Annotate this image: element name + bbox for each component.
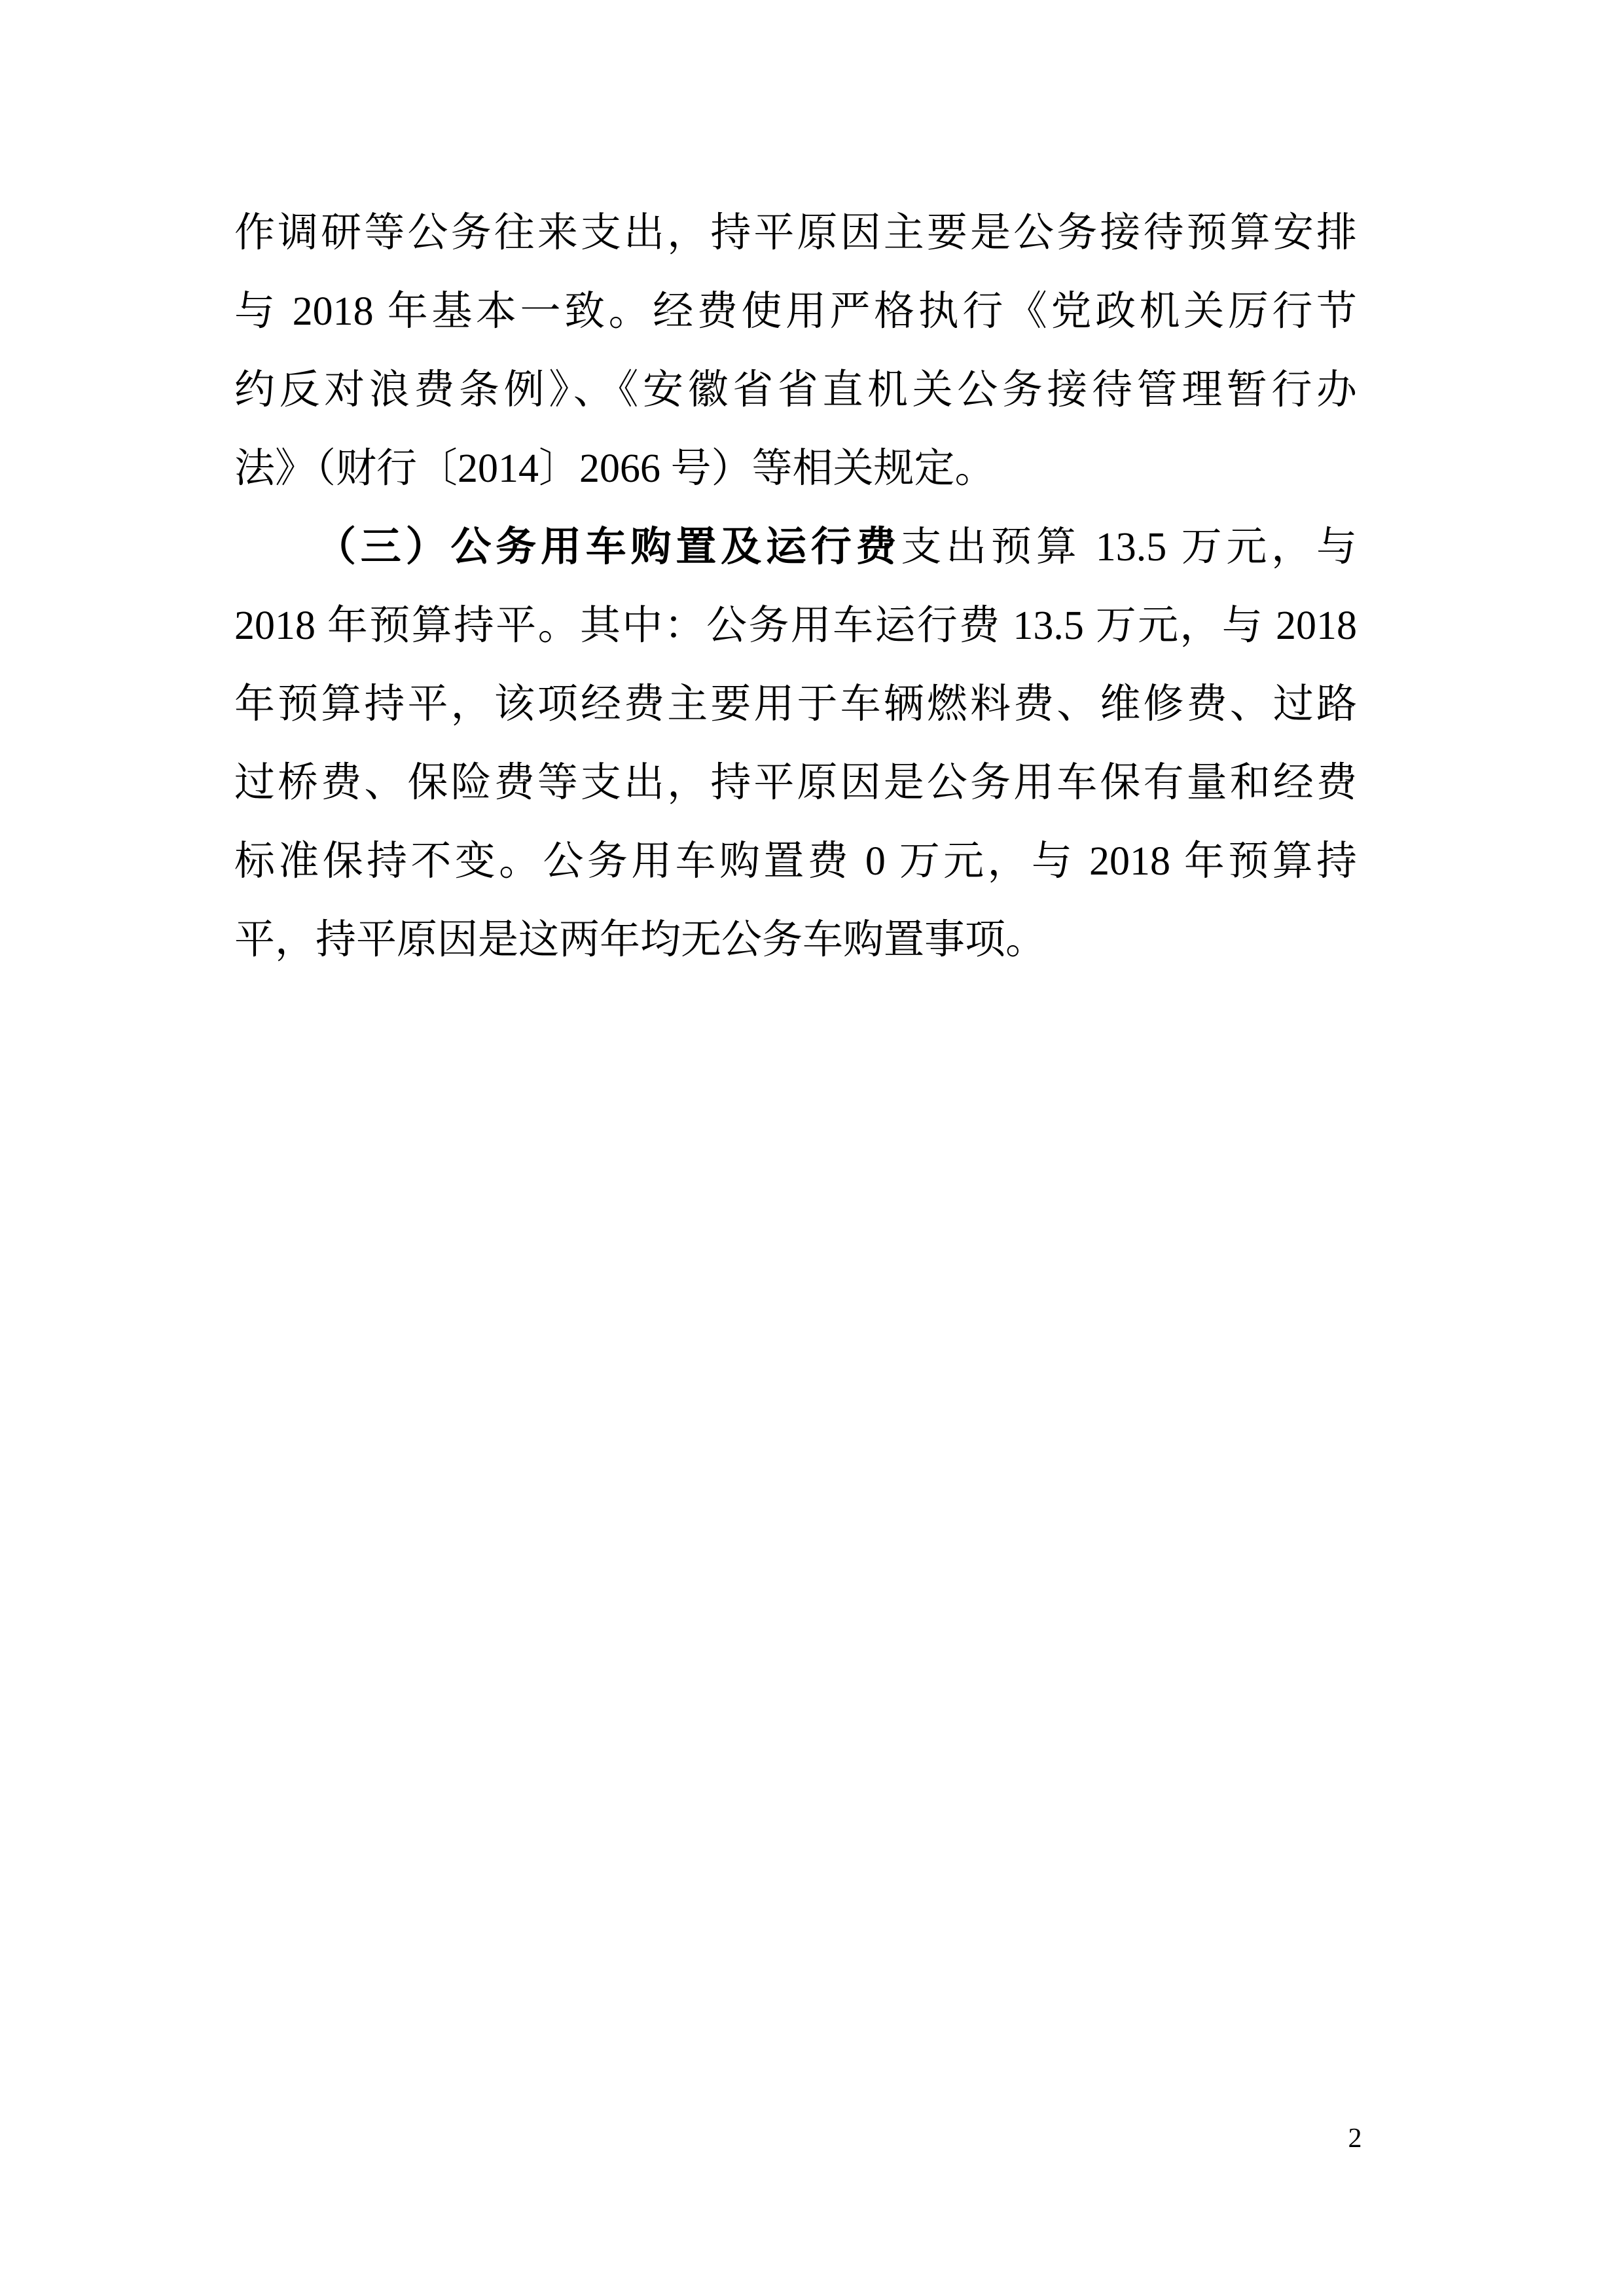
body-text: [234, 194, 1357, 979]
paragraph2-line-5: 标准保持不变。公务用车购置费 0 万元，与 2018 年预算持: [234, 839, 1357, 884]
paragraph1-line-3: 约反对浪费条例》、《安徽省省直机关公务接待管理暂行办: [234, 368, 1357, 412]
paragraph2-line-6: 平，持平原因是这两年均无公务车购置事项。: [234, 918, 1047, 962]
section-heading: （三）公务用车购置及运行费: [316, 525, 901, 569]
paragraph1-line-4: 法》（财行〔2014〕2066 号）等相关规定。: [234, 446, 996, 491]
paragraph2-line-3: 年预算持平，该项经费主要用于车辆燃料费、维修费、过路: [234, 682, 1357, 727]
page-number: 2: [1348, 2123, 1362, 2154]
paragraph2-line-1: [234, 508, 1357, 587]
paragraph2-line-4: 过桥费、保险费等支出，持平原因是公务用车保有量和经费: [234, 761, 1357, 805]
paragraph1-line-2: 与 2018 年基本一致。经费使用严格执行《党政机关厉行节: [234, 289, 1357, 334]
paragraph2-line-1-rest: 支出预算 13.5 万元，与: [901, 525, 1357, 569]
paragraph2-line-2: 2018 年预算持平。其中：公务用车运行费 13.5 万元，与 2018: [234, 604, 1357, 648]
paragraph1-line-1: 作调研等公务往来支出，持平原因主要是公务接待预算安排: [234, 211, 1357, 255]
